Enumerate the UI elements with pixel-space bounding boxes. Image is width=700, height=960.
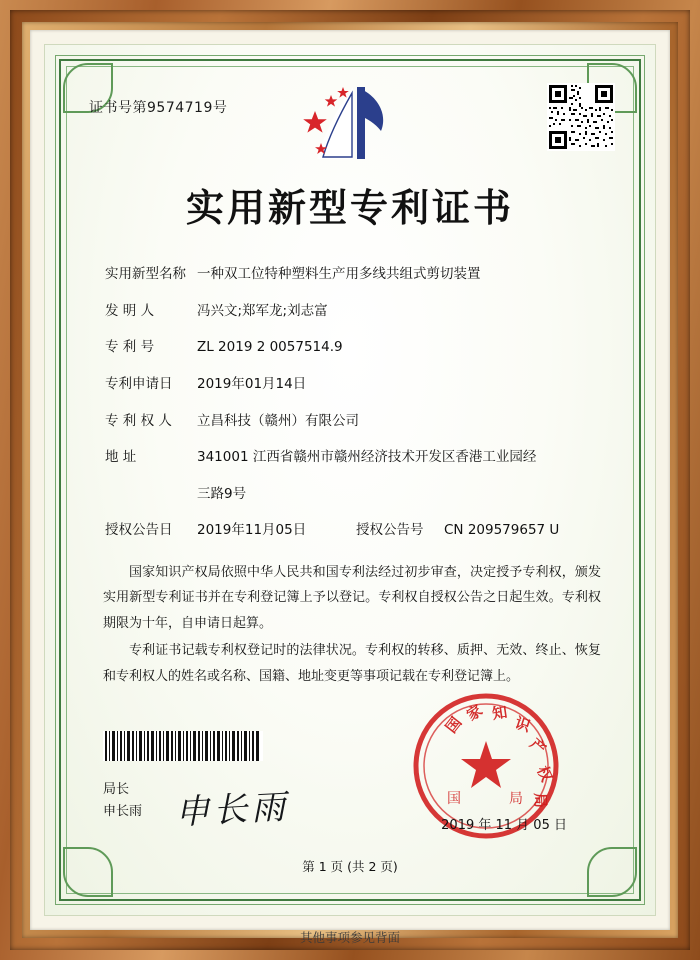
director-name: 申长雨	[103, 803, 143, 819]
legal-text	[79, 560, 621, 689]
field-label: 实用新型名称	[105, 266, 186, 282]
certificate-number: 证书号第9574719号	[89, 100, 228, 116]
field-value: 三路9号	[197, 485, 247, 502]
field-row-name	[105, 262, 603, 288]
svg-text:权: 权	[533, 763, 556, 785]
svg-text:局: 局	[531, 792, 550, 809]
outside-note: 其他事项参见背面	[299, 930, 400, 945]
field-label-secondary: 授权公告号	[356, 522, 424, 539]
field-label: 授权公告日	[105, 522, 173, 539]
field-value: 立昌科技（赣州）有限公司	[197, 412, 359, 429]
patent-emblem-icon	[295, 81, 405, 165]
field-row-inventor	[105, 299, 603, 325]
field-label: 专利申请日	[105, 375, 173, 392]
field-row-address	[105, 445, 603, 471]
fields-list	[79, 262, 621, 544]
field-value: 2019年01月14日	[197, 375, 307, 392]
field-value: 341001 江西省赣州市赣州经济技术开发区香港工业园经	[197, 449, 537, 466]
header-row	[79, 75, 621, 171]
certificate-content	[79, 75, 621, 889]
field-row-patentee	[105, 409, 603, 435]
handwritten-signature: 申长雨	[174, 787, 291, 833]
barcode-icon	[103, 731, 263, 761]
field-row-filing-date	[105, 372, 603, 398]
svg-text:国: 国	[447, 791, 461, 807]
qr-code-icon	[547, 83, 615, 151]
page-footer: 第 1 页 (共 2 页)	[302, 859, 398, 874]
field-value-secondary: CN 209579657 U	[444, 522, 560, 539]
field-row-announcement	[105, 518, 603, 544]
field-label: 发 明 人	[105, 302, 155, 319]
svg-text:家: 家	[463, 701, 486, 725]
paragraph: 专利证书记载专利权登记时的法律状况。专利权的转移、质押、无效、终止、恢复和专利权人的姓名或名称、国籍、地址变更等事项记载在专利登记簿上。	[103, 643, 601, 684]
field-row-patent-no	[105, 335, 603, 361]
field-value: 2019年11月05日	[197, 522, 307, 539]
field-label: 专 利 号	[105, 339, 155, 356]
seal-date: 2019 年 11 月 05 日	[441, 818, 567, 833]
svg-text:识: 识	[512, 713, 533, 736]
field-value: ZL 2019 2 0057514.9	[197, 339, 343, 356]
field-value: 一种双工位特种塑料生产用多线共组式剪切装置	[197, 266, 481, 282]
svg-text:国: 国	[441, 713, 466, 737]
svg-text:局: 局	[509, 791, 523, 807]
director-block	[103, 779, 142, 823]
page-title: 实用新型专利证书	[185, 186, 514, 230]
svg-text:知: 知	[491, 703, 509, 723]
paragraph: 国家知识产权局依照中华人民共和国专利法经过初步审查，决定授予专利权，颁发实用新型专利证书并在专利登记簿上予以登记。专利权自授权公告之日起生效。专利权期限为十年，自申请日起算。	[103, 565, 601, 631]
svg-text:产: 产	[526, 734, 550, 759]
field-label: 地 址	[105, 449, 137, 466]
certificate-body	[44, 44, 656, 916]
director-label: 局长	[103, 781, 130, 797]
field-value: 冯兴文;郑军龙;刘志富	[197, 302, 328, 319]
field-row-address-cont	[105, 482, 603, 508]
field-label: 专 利 权 人	[105, 412, 172, 429]
